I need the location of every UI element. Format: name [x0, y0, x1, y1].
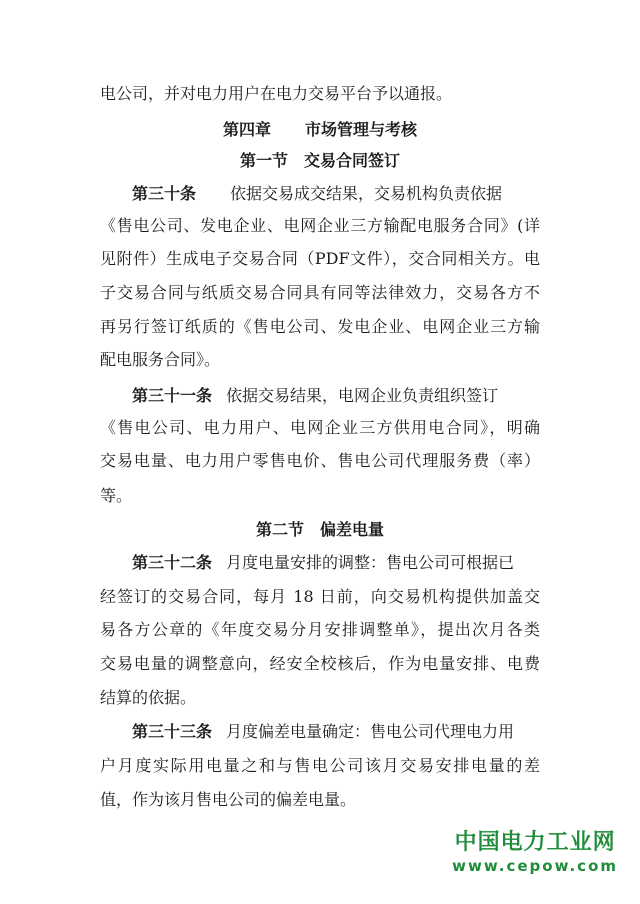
watermark-url: www.cepow.com: [452, 857, 618, 875]
paragraph-line: 《售电公司、电力用户、电网企业三方供用电合同》，明确: [100, 418, 540, 437]
section-heading: [0, 151, 640, 171]
section-number: 第一节: [239, 151, 288, 170]
section-title: 偏差电量: [320, 520, 385, 539]
article-label: 第三十三条: [132, 722, 213, 741]
paragraph-line: 经签订的交易合同，每月 18 日前，向交易机构提供加盖交: [100, 587, 540, 606]
article-label: 第三十一条: [132, 386, 213, 405]
section-heading: [0, 520, 640, 540]
article-label: 第三十二条: [132, 553, 213, 572]
chapter-number: 第四章: [222, 120, 271, 139]
article-32-line-1: [132, 553, 540, 573]
article-text: 依据交易结果，电网企业负责组织签订: [226, 386, 499, 405]
watermark-name: 中国电力工业网: [454, 830, 616, 855]
section-title: 交易合同签订: [304, 151, 401, 170]
article-33-line-1: [132, 722, 540, 742]
paragraph-line: 交易电量的调整意向，经安全校核后，作为电量安排、电费: [100, 654, 540, 673]
article-30-line-1: [132, 184, 540, 204]
paragraph-line: 等。: [100, 486, 133, 505]
paragraph-line: 《售电公司、发电企业、电网企业三方输配电服务合同》(详: [100, 216, 540, 235]
paragraph-line: 子交易合同与纸质交易合同具有同等法律效力，交易各方不: [100, 283, 540, 302]
paragraph-line: 见附件）生成电子交易合同（PDF文件），交合同相关方。电: [100, 249, 540, 268]
paragraph-line: 电公司，并对电力用户在电力交易平台予以通报。: [100, 84, 453, 103]
paragraph-line: 再另行签订纸质的《售电公司、发电企业、电网企业三方输: [100, 317, 540, 336]
paragraph-line: 易各方公章的《年度交易分月安排调整单》，提出次月各类: [100, 620, 540, 639]
chapter-heading: [0, 120, 640, 140]
paragraph-line: 配电服务合同》。: [100, 350, 221, 369]
site-watermark: [452, 830, 618, 876]
chapter-title: 市场管理与考核: [305, 120, 418, 139]
article-31-line-1: [132, 386, 540, 406]
paragraph-line: 户月度实际用电量之和与售电公司该月交易安排电量的差: [100, 756, 540, 775]
article-text: 月度电量安排的调整：售电公司可根据已: [226, 553, 515, 572]
article-label: 第三十条: [132, 184, 197, 203]
paragraph-line: 结算的依据。: [100, 688, 197, 707]
section-number: 第二节: [255, 520, 304, 539]
article-text: 月度偏差电量确定：售电公司代理电力用: [226, 722, 515, 741]
paragraph-line: 交易电量、电力用户零售电价、售电公司代理服务费（率）: [100, 451, 540, 470]
paragraph-line: 值，作为该月售电公司的偏差电量。: [100, 790, 357, 809]
article-text: 依据交易成交结果，交易机构负责依据: [230, 184, 503, 203]
